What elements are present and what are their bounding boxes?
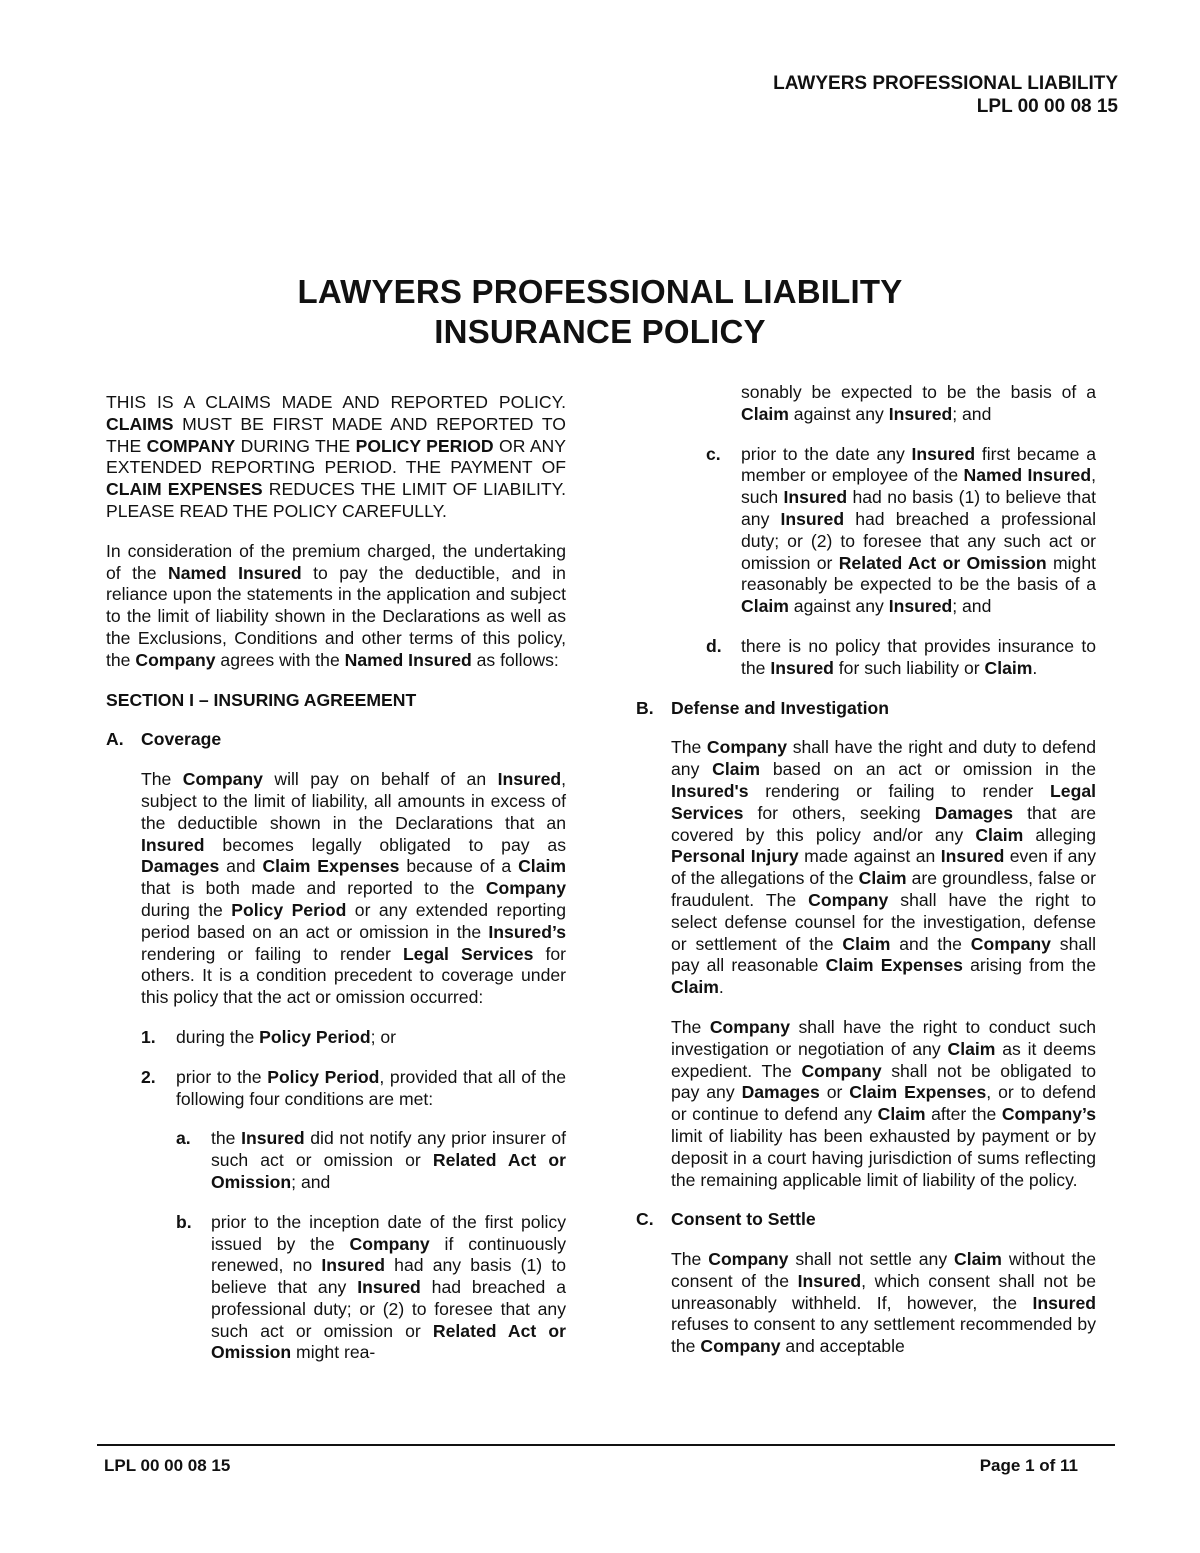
list-marker: c. (706, 443, 721, 464)
document-title (0, 272, 1200, 352)
list-marker: 1. (141, 1026, 156, 1047)
list-item-b-continued: sonably be expected to be the basis of a Claim against any Insured; and (741, 382, 1096, 424)
list-item-c (706, 444, 1096, 618)
claims-made-notice: THIS IS A CLAIMS MADE AND REPORTED POLICY. CLAIMS MUST BE FIRST MADE AND REPORTED TO THE COMPANY DURING THE POLICY PERIOD OR ANY EXTENDED REPORTING PERIOD. THE PAYMENT OF CLAIM EXPENSES REDUCES THE LIMIT OF LIABILITY. PLEASE READ THE POLICY CAREFULLY. (106, 392, 566, 521)
header-form-number: LPL 00 00 08 15 (976, 96, 1118, 117)
consideration-paragraph: In consideration of the premium charged, the undertaking of the Named Insured to pay the deductible, and in reliance upon the statements in the application and subject to the limit of liability shown in the Declarations as well as the Exclusions, Conditions and other terms of this policy, the Company agrees with the Named Insured as follows: (106, 540, 566, 670)
list-marker: d. (706, 635, 722, 656)
list-text: the Insured did not notify any prior insurer of such act or omission or Related Act or Omission; and (211, 1128, 566, 1192)
subsection-title: Coverage (141, 729, 222, 750)
list-marker: a. (176, 1128, 191, 1149)
consent-paragraph: The Company shall not settle any Claim without the consent of the Insured, which consent shall not be unreasonably withheld. If, however, the Insured refuses to consent to any settlement recommended by the Company and acceptable (671, 1249, 1096, 1357)
title-line-2: INSURANCE POLICY (434, 313, 766, 350)
subsection-c-heading (636, 1209, 1096, 1231)
defense-paragraph-2: The Company shall have the right to conduct such investigation or negotiation of any Claim as it deems expedient. The Company shall not be obligated to pay any Damages or Claim Expenses, or to defend or continue to defend any Claim after the Company’s limit of liability has been exhausted by payment or by deposit in a court having jurisdiction of sums reflecting the remaining applicable limit of liability of the policy. (671, 1016, 1097, 1190)
list-item-1 (141, 1027, 566, 1049)
list-text: during the Policy Period; or (176, 1026, 397, 1047)
section-heading: SECTION I – INSURING AGREEMENT (106, 689, 417, 710)
defense-paragraph-1: The Company shall have the right and duty to defend any Claim based on an act or omission in the Insured's rendering or failing to render Legal Services for others, seeking Damages that are covered by this policy and/or any Claim alleging Personal Injury made against an Insured even if any of the allegations of the Claim are groundless, false or fraudulent. The Company shall have the right to select defense counsel for the investigation, defense or settlement of the Claim and the Company shall pay all reasonable Claim Expenses arising from the Claim. (671, 737, 1097, 998)
footer-form-number: LPL 00 00 08 15 (104, 1456, 231, 1475)
list-text: prior to the inception date of the first policy issued by the Company if continuously renewed, no Insured had any basis (1) to believe that any Insured had breached a professional duty; or (2) to foresee that any such act or omission or Related Act or Omission might rea- (211, 1211, 567, 1363)
subsection-b-heading (636, 698, 1096, 720)
list-item-a (176, 1128, 566, 1193)
subsection-marker: A. (106, 729, 124, 750)
subsection-marker: B. (636, 697, 654, 718)
list-item-2 (141, 1067, 566, 1111)
footer-page-number: Page 1 of 11 (979, 1456, 1078, 1475)
coverage-paragraph: The Company will pay on behalf of an Insured, subject to the limit of liability, all amounts in excess of the deductible shown in the Declarations that an Insured becomes legally obligated to pay as Damages and Claim Expenses because of a Claim that is both made and reported to the Company during the Policy Period or any extended reporting period based on an act or omission in the Insured’s rendering or failing to render Legal Services for others. It is a condition precedent to coverage under this policy that the act or omission occurred: (141, 769, 567, 1008)
header-title: LAWYERS PROFESSIONAL LIABILITY (773, 73, 1118, 94)
title-line-1: LAWYERS PROFESSIONAL LIABILITY (297, 273, 903, 310)
left-column (106, 392, 566, 1382)
subsection-title: Consent to Settle (671, 1209, 816, 1230)
list-marker: b. (176, 1211, 192, 1232)
list-marker: 2. (141, 1066, 156, 1087)
footer-rule (97, 1444, 1115, 1446)
list-text: prior to the Policy Period, provided that all of the following four conditions are met: (176, 1066, 566, 1109)
subsection-title: Defense and Investigation (671, 697, 890, 718)
subsection-marker: C. (636, 1209, 654, 1230)
subsection-a-heading (106, 729, 566, 751)
page-header (773, 72, 1118, 118)
list-text: prior to the date any Insured first became a member or employee of the Named Insured, such Insured had no basis (1) to believe that any Insured had breached a professional duty; or (2) to foresee that any such act or omission or Related Act or Omission might reasonably be expected to be the basis of a Claim against any Insured; and (741, 443, 1096, 617)
list-item-d (706, 636, 1096, 680)
list-text: there is no policy that provides insurance to the Insured for such liability or Claim. (741, 635, 1096, 678)
list-item-b (176, 1212, 566, 1365)
right-column (636, 382, 1096, 1376)
